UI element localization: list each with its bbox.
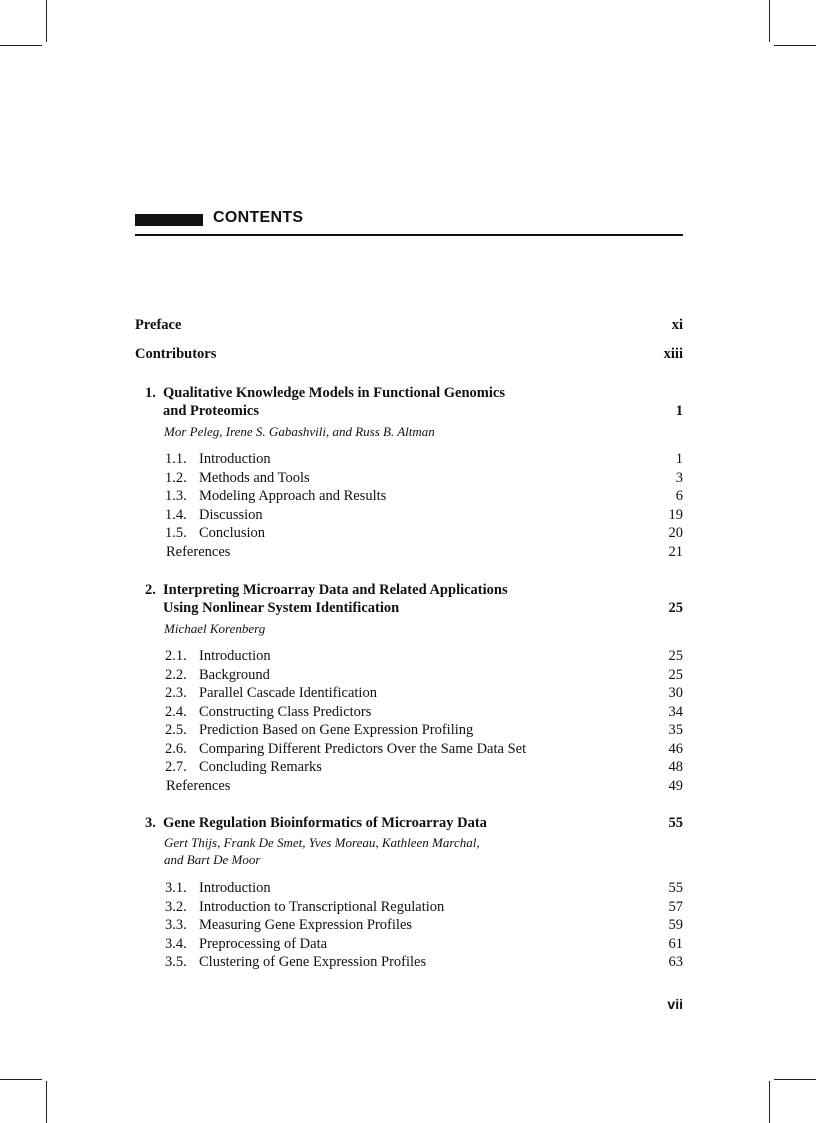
- section-page: 3: [675, 470, 683, 486]
- section-title: Comparing Different Predictors Over the Same Data Set: [199, 741, 527, 757]
- crop-mark-bottom-right-horizontal: [774, 1079, 816, 1080]
- chapter-title: Qualitative Knowledge Models in Functional Genomics: [163, 385, 505, 401]
- heading-bar: [135, 214, 203, 226]
- section-number: 2.2.: [165, 667, 187, 683]
- chapter-title: Using Nonlinear System Identification: [163, 600, 400, 616]
- section-title: Modeling Approach and Results: [199, 488, 387, 504]
- chapter-number: 3.: [145, 815, 156, 831]
- section-title: Measuring Gene Expression Profiles: [199, 917, 413, 933]
- section-number: 2.3.: [165, 685, 187, 701]
- section-page: 61: [668, 936, 683, 952]
- references-label: References: [166, 778, 231, 794]
- crop-mark-top-right-horizontal: [774, 45, 816, 46]
- section-title: Background: [199, 667, 270, 683]
- section-title: Methods and Tools: [199, 470, 310, 486]
- section-page: 20: [668, 525, 683, 541]
- section-number: 1.2.: [165, 470, 187, 486]
- section-page: 48: [668, 759, 683, 775]
- heading-rule: [135, 234, 683, 236]
- section-number: 1.1.: [165, 451, 187, 467]
- author-line: Gert Thijs, Frank De Smet, Yves Moreau, Kathleen Marchal,: [164, 835, 480, 850]
- crop-mark-bottom-left-horizontal: [0, 1079, 42, 1080]
- contents-heading: [135, 210, 683, 238]
- section-page: 57: [668, 899, 683, 915]
- section-number: 3.5.: [165, 954, 187, 970]
- author-line: and Bart De Moor: [164, 852, 261, 867]
- section-page: 25: [668, 667, 683, 683]
- section-title: Prediction Based on Gene Expression Profiling: [199, 722, 474, 738]
- section-page: 30: [668, 685, 683, 701]
- section-number: 3.3.: [165, 917, 187, 933]
- section-title: Preprocessing of Data: [199, 936, 328, 952]
- chapter-title: Interpreting Microarray Data and Related Applications: [163, 582, 508, 598]
- section-number: 3.1.: [165, 880, 187, 896]
- entry-page: xiii: [663, 346, 683, 362]
- author-line: Michael Korenberg: [164, 621, 266, 636]
- section-page: 1: [675, 451, 683, 467]
- section-page: 46: [668, 741, 683, 757]
- crop-mark-bottom-left-vertical: [46, 1081, 47, 1123]
- section-number: 2.6.: [165, 741, 187, 757]
- section-title: Introduction: [199, 648, 271, 664]
- section-title: Introduction: [199, 451, 271, 467]
- entry-page: xi: [671, 317, 683, 333]
- author-line: Mor Peleg, Irene S. Gabashvili, and Russ B. Altman: [164, 424, 435, 439]
- section-title: Clustering of Gene Expression Profiles: [199, 954, 427, 970]
- page-number: vii: [667, 996, 683, 1012]
- section-title: Concluding Remarks: [199, 759, 322, 775]
- section-number: 1.3.: [165, 488, 187, 504]
- crop-mark-top-left-horizontal: [0, 45, 42, 46]
- page-title: CONTENTS: [213, 209, 304, 226]
- section-number: 2.7.: [165, 759, 187, 775]
- section-number: 2.4.: [165, 704, 187, 720]
- section-page: 55: [668, 880, 683, 896]
- section-number: 3.2.: [165, 899, 187, 915]
- section-title: Introduction to Transcriptional Regulation: [199, 899, 445, 915]
- section-page: 34: [668, 704, 683, 720]
- section-title: Parallel Cascade Identification: [199, 685, 377, 701]
- section-number: 3.4.: [165, 936, 187, 952]
- chapter-number: 1.: [145, 385, 156, 401]
- section-title: Conclusion: [199, 525, 266, 541]
- chapter-title: and Proteomics: [163, 403, 259, 419]
- references-page: 49: [668, 778, 683, 794]
- crop-mark-bottom-right-vertical: [769, 1081, 770, 1123]
- entry-title: Contributors: [135, 346, 217, 362]
- section-page: 25: [668, 648, 683, 664]
- section-number: 2.1.: [165, 648, 187, 664]
- section-number: 2.5.: [165, 722, 187, 738]
- section-title: Introduction: [199, 880, 271, 896]
- crop-mark-top-right-vertical: [769, 0, 770, 42]
- crop-mark-top-left-vertical: [46, 0, 47, 42]
- chapter-page: 55: [668, 815, 683, 831]
- section-page: 63: [668, 954, 683, 970]
- chapter-page: 25: [668, 600, 683, 616]
- section-title: Discussion: [199, 507, 263, 523]
- chapter-title: Gene Regulation Bioinformatics of Microarray Data: [163, 815, 487, 831]
- chapter-number: 2.: [145, 582, 156, 598]
- section-number: 1.4.: [165, 507, 187, 523]
- section-page: 6: [675, 488, 683, 504]
- references-page: 21: [668, 544, 683, 560]
- chapter-page: 1: [675, 403, 683, 419]
- section-page: 19: [668, 507, 683, 523]
- entry-title: Preface: [135, 317, 182, 333]
- section-page: 59: [668, 917, 683, 933]
- section-page: 35: [668, 722, 683, 738]
- section-title: Constructing Class Predictors: [199, 704, 372, 720]
- references-label: References: [166, 544, 231, 560]
- section-number: 1.5.: [165, 525, 187, 541]
